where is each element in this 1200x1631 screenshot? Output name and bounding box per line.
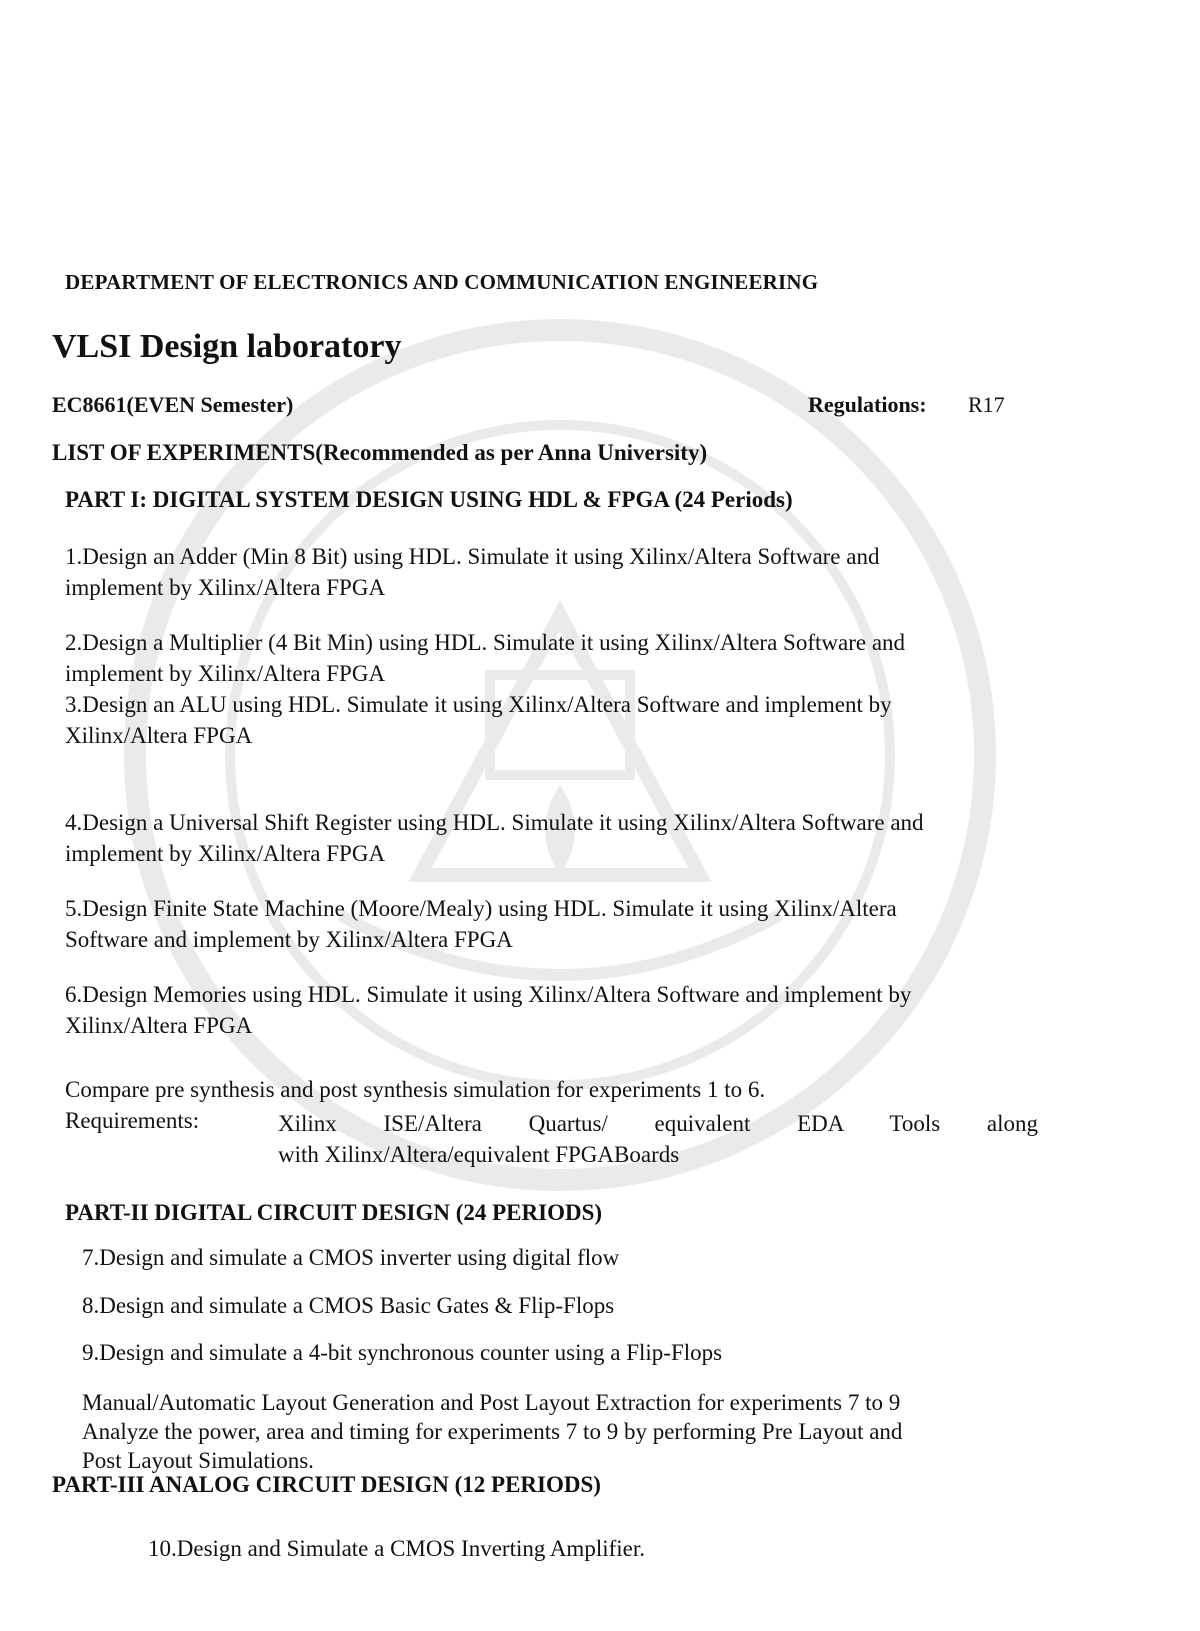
experiment-line: 1.Design an Adder (Min 8 Bit) using HDL. Simulate it using Xilinx/Altera Software and [65, 544, 880, 569]
experiment-line: implement by Xilinx/Altera FPGA [65, 575, 386, 600]
part2-title: PART-II DIGITAL CIRCUIT DESIGN (24 PERIODS) [65, 1200, 603, 1225]
experiment-item: 8.Design and simulate a CMOS Basic Gates & Flip-Flops [82, 1293, 615, 1318]
experiment-line: Xilinx/Altera FPGA [65, 1013, 253, 1038]
note-line: Manual/Automatic Layout Generation and Post Layout Extraction for experiments 7 to 9 [82, 1390, 901, 1415]
course-code: EC8661(EVEN Semester) [52, 392, 294, 417]
experiment-item: 9.Design and simulate a 4-bit synchronous counter using a Flip-Flops [82, 1340, 723, 1365]
requirements-text [278, 1108, 1038, 1170]
experiment-item [65, 807, 924, 869]
requirements-label: Requirements: [65, 1108, 200, 1133]
experiment-item [65, 979, 911, 1041]
experiment-line: 6.Design Memories using HDL. Simulate it using Xilinx/Altera Software and implement by [65, 982, 912, 1007]
requirements-line: Xilinx ISE/Altera Quartus/ equivalent EDA Tools along [278, 1111, 1038, 1136]
regulations-value: R17 [968, 392, 1005, 417]
experiment-line: 4.Design a Universal Shift Register using HDL. Simulate it using Xilinx/Altera Software and [65, 810, 924, 835]
experiment-line: 2.Design a Multiplier (4 Bit Min) using HDL. Simulate it using Xilinx/Altera Software and [65, 630, 906, 655]
experiment-line: implement by Xilinx/Altera FPGA [65, 661, 386, 686]
experiment-item [65, 541, 879, 603]
requirements-line: with Xilinx/Altera/equivalent FPGABoards [278, 1142, 680, 1167]
part3-title: PART-III ANALOG CIRCUIT DESIGN (12 PERIODS) [52, 1472, 601, 1497]
lab-title: VLSI Design laboratory [52, 328, 402, 365]
compare-note: Compare pre synthesis and post synthesis simulation for experiments 1 to 6. [65, 1077, 766, 1102]
experiment-line: implement by Xilinx/Altera FPGA [65, 841, 386, 866]
experiment-item [65, 893, 897, 955]
note-line: Analyze the power, area and timing for experiments 7 to 9 by performing Pre Layout and [82, 1419, 903, 1444]
experiment-item: 10.Design and Simulate a CMOS Inverting Amplifier. [148, 1536, 646, 1561]
experiment-item [65, 689, 892, 751]
experiment-line: Xilinx/Altera FPGA [65, 723, 253, 748]
department-heading: DEPARTMENT OF ELECTRONICS AND COMMUNICATION ENGINEERING [65, 270, 819, 294]
part1-title: PART I: DIGITAL SYSTEM DESIGN USING HDL & FPGA (24 Periods) [65, 487, 793, 512]
note-line: Post Layout Simulations. [82, 1448, 314, 1473]
experiment-item [65, 627, 905, 689]
experiment-line: Software and implement by Xilinx/Altera FPGA [65, 927, 513, 952]
experiment-line: 3.Design an ALU using HDL. Simulate it using Xilinx/Altera Software and implement by [65, 692, 892, 717]
part2-notes [82, 1388, 902, 1475]
experiment-line: 5.Design Finite State Machine (Moore/Mealy) using HDL. Simulate it using Xilinx/Altera [65, 896, 897, 921]
list-of-experiments-title: LIST OF EXPERIMENTS(Recommended as per Anna University) [52, 440, 708, 465]
regulations-label: Regulations: [808, 392, 927, 417]
experiment-item: 7.Design and simulate a CMOS inverter using digital flow [82, 1245, 620, 1270]
